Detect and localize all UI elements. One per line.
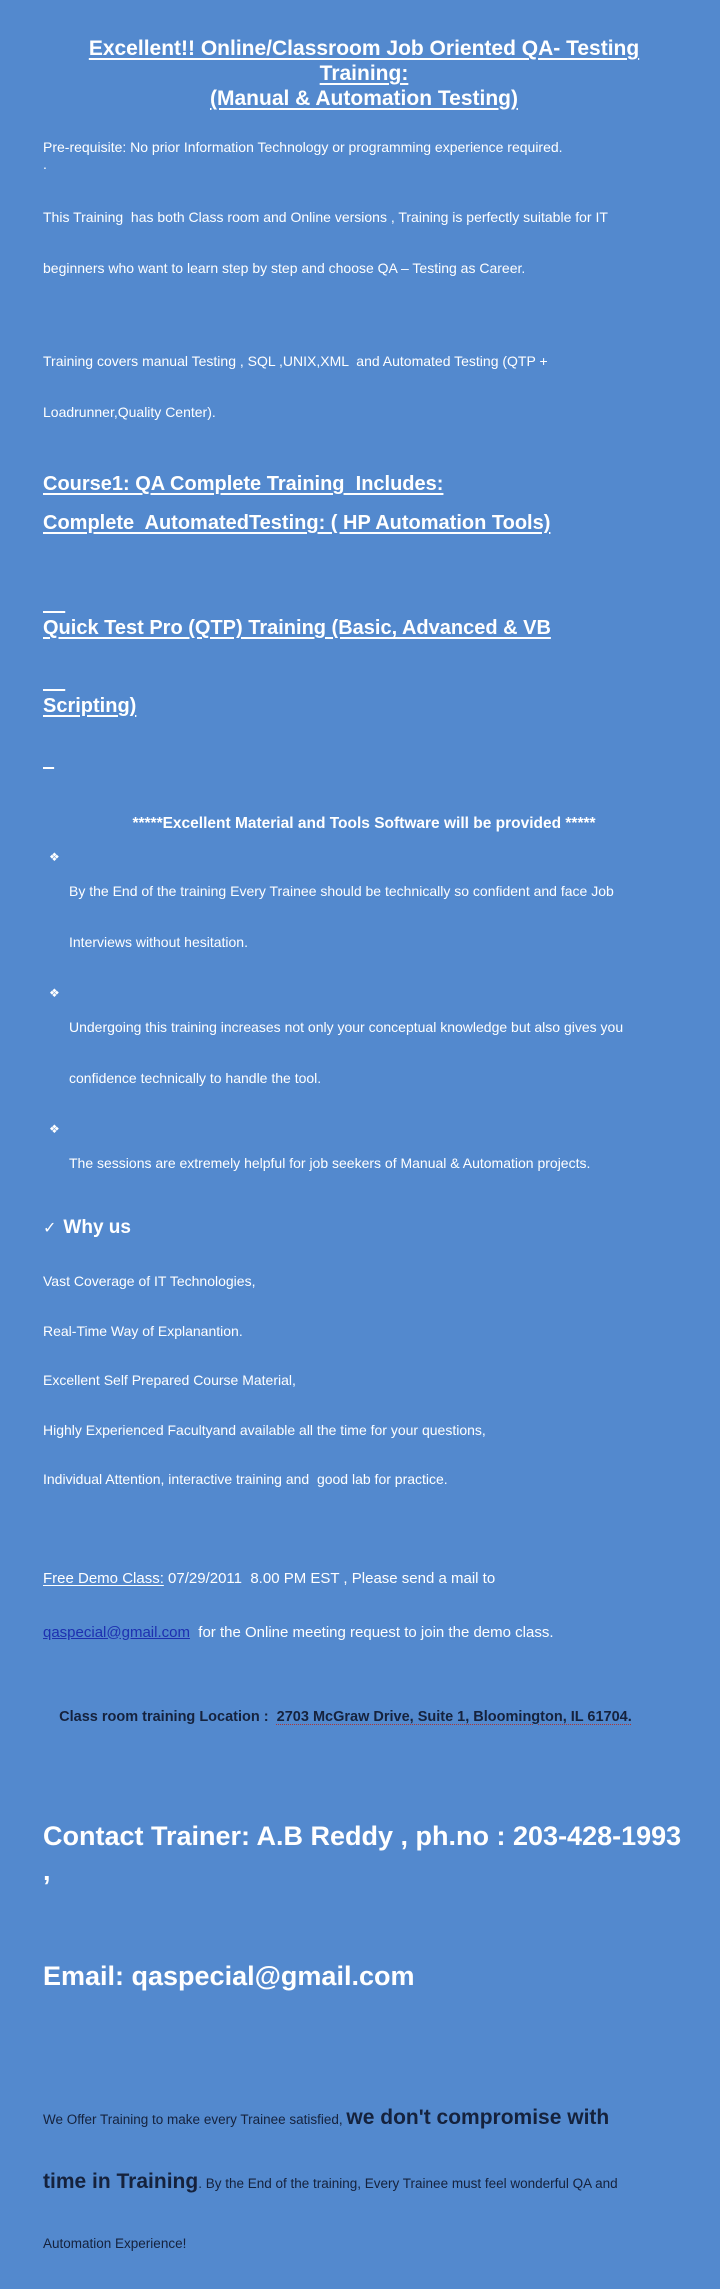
location-address: 2703 McGraw Drive, Suite 1, Bloomington, IL 61704.: [276, 1708, 632, 1725]
bullet-2-line1: Undergoing this training increases not only your conceptual knowledge but also gives you: [69, 1019, 624, 1035]
heading-qtp-training: [43, 563, 685, 771]
bullet-1-line2: Interviews without hesitation.: [69, 934, 248, 950]
stray-dot: .: [43, 156, 47, 172]
closing-small-1: We Offer Training to make every Trainee satisfied,: [43, 2111, 347, 2127]
why-us-item: Real-Time Way of Explanantion.: [43, 1322, 243, 1339]
prerequisite-text: Pre-requisite: No prior Information Technology or programming experience required.: [43, 139, 563, 155]
heading-qtp-line1: Quick Test Pro (QTP) Training (Basic, Advanced & VB: [43, 617, 551, 639]
contact-line-2: Email: qaspecial@gmail.com: [43, 1960, 415, 1991]
closing-small-2: . By the End of the training, Every Trainee must feel wonderful QA and: [198, 2175, 618, 2191]
list-item: [43, 985, 685, 1121]
diamond-bullet-icon: ❖: [49, 1122, 60, 1136]
why-us-title-text: Why us: [63, 1217, 131, 1238]
closing-big-2: time in Training: [43, 2169, 199, 2193]
intro-paragraph-2: [43, 319, 685, 455]
benefits-list: [43, 849, 685, 1206]
heading-qtp-line2: Scripting): [43, 695, 137, 717]
title-line-3: (Manual & Automation Testing): [210, 87, 518, 110]
demo-class-paragraph: [43, 1534, 685, 1678]
bullet-3-line1: The sessions are extremely helpful for job seekers of Manual & Automation projects.: [69, 1155, 591, 1171]
contact-line-1: Contact Trainer: A.B Reddy , ph.no : 203-428-1993 ,: [43, 1820, 689, 1886]
bullet-2-line2: confidence technically to handle the tool.: [69, 1070, 322, 1086]
bullet-1-line1: By the End of the training Every Trainee should be technically so confident and face Job: [69, 883, 614, 899]
intro-paragraph-1: [43, 175, 685, 311]
title-line-1: Excellent!! Online/Classroom Job Oriented QA- Testing: [88, 37, 640, 60]
flyer-title: [43, 36, 685, 111]
intro-p1-line1: This Training has both Class room and Online versions , Training is perfectly suitable for IT: [43, 209, 608, 225]
why-us-item: Vast Coverage of IT Technologies,: [43, 1273, 256, 1289]
closing-big-1: we don't compromise with: [346, 2105, 610, 2129]
closing-small-3: Automation Experience!: [43, 2235, 187, 2251]
heading-course1: Course1: QA Complete Training Includes:: [43, 473, 444, 495]
closing-paragraph: [43, 2069, 685, 2289]
why-us-item: Individual Attention, interactive training and good lab for practice.: [43, 1471, 448, 1487]
why-us-heading: [43, 1217, 685, 1240]
diamond-bullet-icon: ❖: [49, 986, 60, 1000]
location-label: Class room training Location :: [59, 1708, 277, 1725]
heading-complete-automated-testing: Complete AutomatedTesting: ( HP Automation Tools): [43, 512, 551, 534]
why-us-item: Excellent Self Prepared Course Material,: [43, 1372, 296, 1388]
email-link[interactable]: qaspecial@gmail.com: [43, 1623, 190, 1641]
intro-p2-line2: Loadrunner,Quality Center).: [43, 404, 216, 420]
flyer: [0, 36, 720, 2289]
demo-class-details-2: for the Online meeting request to join the demo class.: [189, 1623, 554, 1641]
why-us-list: [43, 1240, 685, 1521]
title-line-2: Training:: [319, 62, 409, 85]
intro-p1-line2: beginners who want to learn step by step and choose QA – Testing as Career.: [43, 260, 526, 276]
classroom-location-line: [43, 1692, 685, 1743]
intro-p2-line1: Training covers manual Testing , SQL ,UNIX,XML and Automated Testing (QTP +: [43, 353, 548, 369]
list-item: [43, 1121, 685, 1206]
list-item: [43, 849, 685, 985]
diamond-bullet-icon: ❖: [49, 850, 60, 864]
free-demo-class-label: Free Demo Class:: [43, 1569, 164, 1587]
checkmark-icon: ✓: [43, 1220, 57, 1237]
why-us-item: Highly Experienced Facultyand available all the time for your questions,: [43, 1421, 486, 1438]
material-banner: *****Excellent Material and Tools Software will be provided *****: [132, 815, 596, 832]
contact-trainer-heading: [43, 1749, 689, 2064]
demo-class-details: 07/29/2011 8.00 PM EST , Please send a mail to: [163, 1569, 496, 1587]
